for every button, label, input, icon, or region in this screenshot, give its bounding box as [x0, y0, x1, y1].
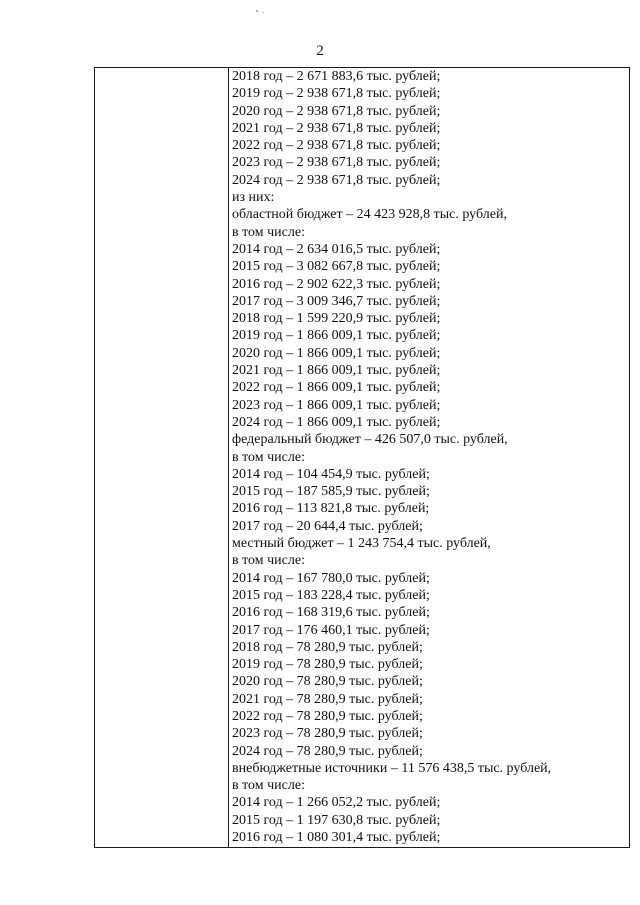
funding-line: 2019 год – 78 280,9 тыс. рублей;: [232, 657, 423, 673]
funding-line: 2015 год – 1 197 630,8 тыс. рублей;: [232, 812, 441, 828]
funding-line: 2020 год – 2 938 671,8 тыс. рублей;: [232, 103, 441, 119]
funding-line: 2021 год – 78 280,9 тыс. рублей;: [232, 691, 423, 707]
funding-line: местный бюджет – 1 243 754,4 тыс. рублей,: [232, 536, 491, 552]
funding-line: в том числе:: [232, 449, 305, 465]
funding-table: [94, 67, 630, 848]
funding-line: 2017 год – 3 009 346,7 тыс. рублей;: [232, 293, 441, 309]
funding-line: 2020 год – 78 280,9 тыс. рублей;: [232, 674, 423, 690]
funding-line: областной бюджет – 24 423 928,8 тыс. рублей,: [232, 207, 507, 223]
funding-line: 2014 год – 2 634 016,5 тыс. рублей;: [232, 241, 441, 257]
funding-line: 2018 год – 78 280,9 тыс. рублей;: [232, 639, 423, 655]
funding-line: 2021 год – 1 866 009,1 тыс. рублей;: [232, 363, 441, 379]
funding-line: 2020 год – 1 866 009,1 тыс. рублей;: [232, 345, 441, 361]
funding-line: 2019 год – 2 938 671,8 тыс. рублей;: [232, 86, 441, 102]
funding-line: 2016 год – 2 902 622,3 тыс. рублей;: [232, 276, 441, 292]
funding-line: 2016 год – 168 319,6 тыс. рублей;: [232, 605, 430, 621]
funding-line: 2015 год – 187 585,9 тыс. рублей;: [232, 484, 430, 500]
funding-line: 2017 год – 20 644,4 тыс. рублей;: [232, 518, 423, 534]
funding-line: 2015 год – 183 228,4 тыс. рублей;: [232, 587, 430, 603]
funding-line: 2014 год – 1 266 052,2 тыс. рублей;: [232, 795, 441, 811]
scan-speck: [256, 10, 258, 12]
funding-line: 2019 год – 1 866 009,1 тыс. рублей;: [232, 328, 441, 344]
funding-line: из них:: [232, 190, 275, 206]
funding-line: в том числе:: [232, 778, 305, 794]
funding-line: 2023 год – 1 866 009,1 тыс. рублей;: [232, 397, 441, 413]
funding-line: федеральный бюджет – 426 507,0 тыс. рублей,: [232, 432, 508, 448]
funding-line: 2014 год – 167 780,0 тыс. рублей;: [232, 570, 430, 586]
table-right-cell: [229, 68, 629, 847]
table-left-cell: [95, 68, 229, 847]
funding-line: внебюджетные источники – 11 576 438,5 тыс. рублей,: [232, 760, 552, 776]
funding-line: 2016 год – 1 080 301,4 тыс. рублей;: [232, 830, 441, 846]
funding-line: 2015 год – 3 082 667,8 тыс. рублей;: [232, 259, 441, 275]
funding-line: 2023 год – 78 280,9 тыс. рублей;: [232, 726, 423, 742]
funding-line: 2023 год – 2 938 671,8 тыс. рублей;: [232, 155, 441, 171]
funding-line: 2022 год – 1 866 009,1 тыс. рублей;: [232, 380, 441, 396]
scan-speck: [263, 12, 264, 13]
page-number: 2: [316, 43, 324, 59]
funding-line: в том числе:: [232, 224, 305, 240]
funding-line: 2022 год – 78 280,9 тыс. рублей;: [232, 708, 423, 724]
funding-line: 2014 год – 104 454,9 тыс. рублей;: [232, 466, 430, 482]
funding-line: в том числе:: [232, 553, 305, 569]
funding-line: 2016 год – 113 821,8 тыс. рублей;: [232, 501, 430, 517]
funding-line: 2024 год – 2 938 671,8 тыс. рублей;: [232, 172, 441, 188]
funding-line: 2022 год – 2 938 671,8 тыс. рублей;: [232, 138, 441, 154]
funding-line: 2018 год – 2 671 883,6 тыс. рублей;: [232, 69, 441, 84]
funding-line: 2017 год – 176 460,1 тыс. рублей;: [232, 622, 430, 638]
funding-line: 2021 год – 2 938 671,8 тыс. рублей;: [232, 120, 441, 136]
funding-line: 2024 год – 1 866 009,1 тыс. рублей;: [232, 414, 441, 430]
funding-line: 2018 год – 1 599 220,9 тыс. рублей;: [232, 311, 441, 327]
funding-line: 2024 год – 78 280,9 тыс. рублей;: [232, 743, 423, 759]
